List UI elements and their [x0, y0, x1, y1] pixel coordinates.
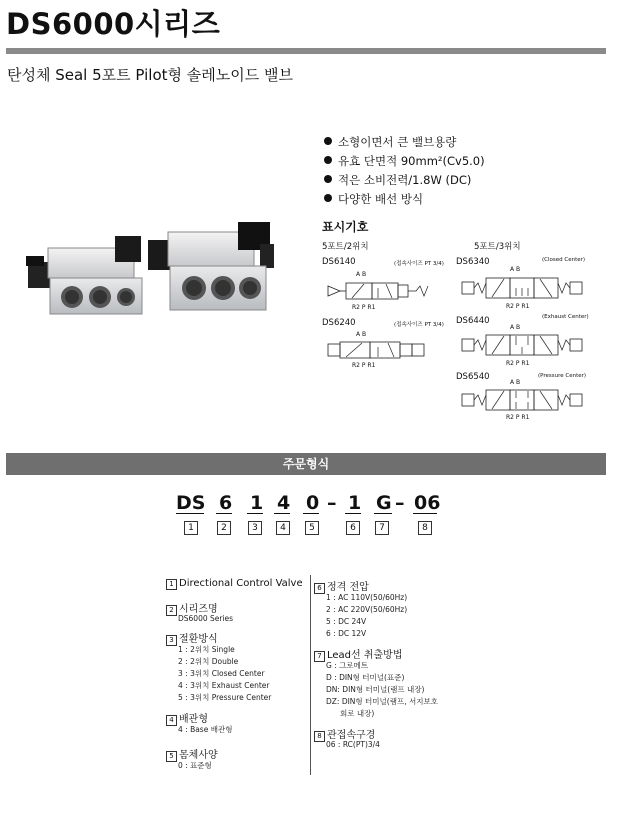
code-part-voltage: 1 — [348, 492, 362, 514]
code-part-lead: G — [376, 492, 392, 514]
ds6540-symbol — [460, 386, 584, 414]
section-2-title: 2 시리즈명 — [166, 600, 218, 616]
ports-ab: A B — [356, 331, 367, 338]
order-format-heading: 주문형식 — [6, 453, 606, 475]
ports-ab: A B — [356, 271, 367, 278]
code-part-series: 6 — [219, 492, 233, 514]
code-index-box: 8 — [418, 521, 432, 535]
column-divider — [310, 575, 311, 775]
ds6440-symbol — [460, 331, 584, 359]
ports-pr: R2 P R1 — [352, 304, 376, 311]
section-6-item: 5 : DC 24V — [326, 617, 367, 626]
code-index-box: 5 — [305, 521, 319, 535]
section-4-title: 4 배관형 — [166, 710, 208, 726]
code-underline — [303, 513, 319, 514]
bullet-icon — [324, 194, 332, 202]
ports-pr: R2 P R1 — [506, 360, 530, 367]
ports-pr: R2 P R1 — [506, 303, 530, 310]
section-7-item: 회로 내장) — [340, 709, 375, 718]
code-index-box: 7 — [375, 521, 389, 535]
group-3pos-label: 5포트/3위치 — [474, 242, 521, 252]
section-7-title: 7 Lead선 취출방법 — [314, 646, 403, 662]
code-part-port: 06 — [414, 492, 441, 514]
code-part-piping: 4 — [277, 492, 291, 514]
section-7-item: DN: DIN형 터미널(램프 내장) — [326, 685, 425, 694]
ports-pr: R2 P R1 — [506, 414, 530, 421]
model-ds6240: DS6240 — [322, 318, 356, 328]
feature-item: 유효 단면적 90mm²(Cv5.0) — [324, 153, 485, 169]
ds6340-symbol — [460, 274, 584, 302]
model-ds6340-note: (Closed Center) — [542, 257, 586, 263]
section-2-item: DS6000 Series — [178, 614, 234, 623]
model-ds6540: DS6540 — [456, 372, 490, 382]
section-4-item: 4 : Base 배관형 — [178, 725, 233, 734]
section-3-item: 5 : 3위치 Pressure Center — [178, 693, 272, 702]
code-underline — [413, 513, 437, 514]
code-underline — [247, 513, 263, 514]
ds6140-symbol — [326, 278, 430, 304]
ports-ab: A B — [510, 266, 521, 273]
model-ds6440-note: (Exhaust Center) — [542, 314, 589, 320]
section-5-title: 5 몸체사양 — [166, 746, 218, 762]
section-3-item: 2 : 2위치 Double — [178, 657, 239, 666]
section-6-title: 6 정격 전압 — [314, 578, 369, 594]
model-ds6440: DS6440 — [456, 316, 490, 326]
model-ds6340: DS6340 — [456, 257, 490, 267]
code-index-box: 4 — [276, 521, 290, 535]
feature-item: 다양한 배선 방식 — [324, 191, 423, 207]
valve-left — [26, 236, 142, 314]
symbols-heading: 표시기호 — [322, 220, 369, 234]
code-underline — [176, 513, 204, 514]
bullet-icon — [324, 156, 332, 164]
code-underline — [345, 513, 361, 514]
section-3-item: 4 : 3위치 Exhaust Center — [178, 681, 270, 690]
section-8-title: 8 관접속구경 — [314, 726, 375, 742]
section-3-item: 1 : 2위치 Single — [178, 645, 235, 654]
group-2pos-label: 5포트/2위치 — [322, 242, 369, 252]
bullet-icon — [324, 137, 332, 145]
code-separator: – — [327, 492, 337, 514]
ports-pr: R2 P R1 — [352, 362, 376, 369]
valve-product-photo — [20, 222, 288, 322]
code-index-box: 2 — [217, 521, 231, 535]
ports-ab: A B — [510, 379, 521, 386]
model-ds6140-note: (접속사이즈 PT 3/4) — [394, 261, 444, 267]
model-ds6240-note: (접속사이즈 PT 3/4) — [394, 322, 444, 328]
section-8-item: 06 : RC(PT)3/4 — [326, 740, 380, 749]
ports-ab: A B — [510, 324, 521, 331]
section-7-item: G : 그로메트 — [326, 661, 369, 670]
code-underline — [216, 513, 232, 514]
page-subtitle: 탄성체 Seal 5포트 Pilot형 솔레노이드 밸브 — [7, 66, 293, 84]
model-ds6140: DS6140 — [322, 257, 356, 267]
section-5-item: 0 : 표준형 — [178, 761, 212, 770]
code-index-box: 6 — [346, 521, 360, 535]
bullet-icon — [324, 175, 332, 183]
model-ds6540-note: (Pressure Center) — [538, 373, 587, 379]
valve-right — [148, 222, 274, 310]
feature-item: 소형이면서 큰 밸브용량 — [324, 134, 456, 150]
code-separator: – — [395, 492, 405, 514]
code-underline — [274, 513, 290, 514]
section-3-title: 3 절환방식 — [166, 630, 218, 646]
code-part-body: 0 — [306, 492, 320, 514]
page-title: DS6000시리즈 — [6, 7, 221, 41]
ds6240-symbol — [326, 338, 430, 362]
code-index-box: 3 — [248, 521, 262, 535]
feature-item: 적은 소비전력/1.8W (DC) — [324, 172, 471, 188]
title-divider — [6, 48, 606, 54]
section-6-item: 2 : AC 220V(50/60Hz) — [326, 605, 408, 614]
section-6-item: 1 : AC 110V(50/60Hz) — [326, 593, 408, 602]
code-index-box: 1 — [184, 521, 198, 535]
section-6-item: 6 : DC 12V — [326, 629, 367, 638]
code-part-switching: 1 — [250, 492, 264, 514]
section-3-item: 3 : 3위치 Closed Center — [178, 669, 265, 678]
section-7-item: D : DIN형 터미널(표준) — [326, 673, 405, 682]
section-1-title: 1 Directional Control Valve — [166, 578, 303, 590]
code-underline — [374, 513, 392, 514]
section-7-item: DZ: DIN형 터미널(램프, 서지보호 — [326, 697, 438, 706]
code-part-series-prefix: DS — [176, 492, 206, 514]
